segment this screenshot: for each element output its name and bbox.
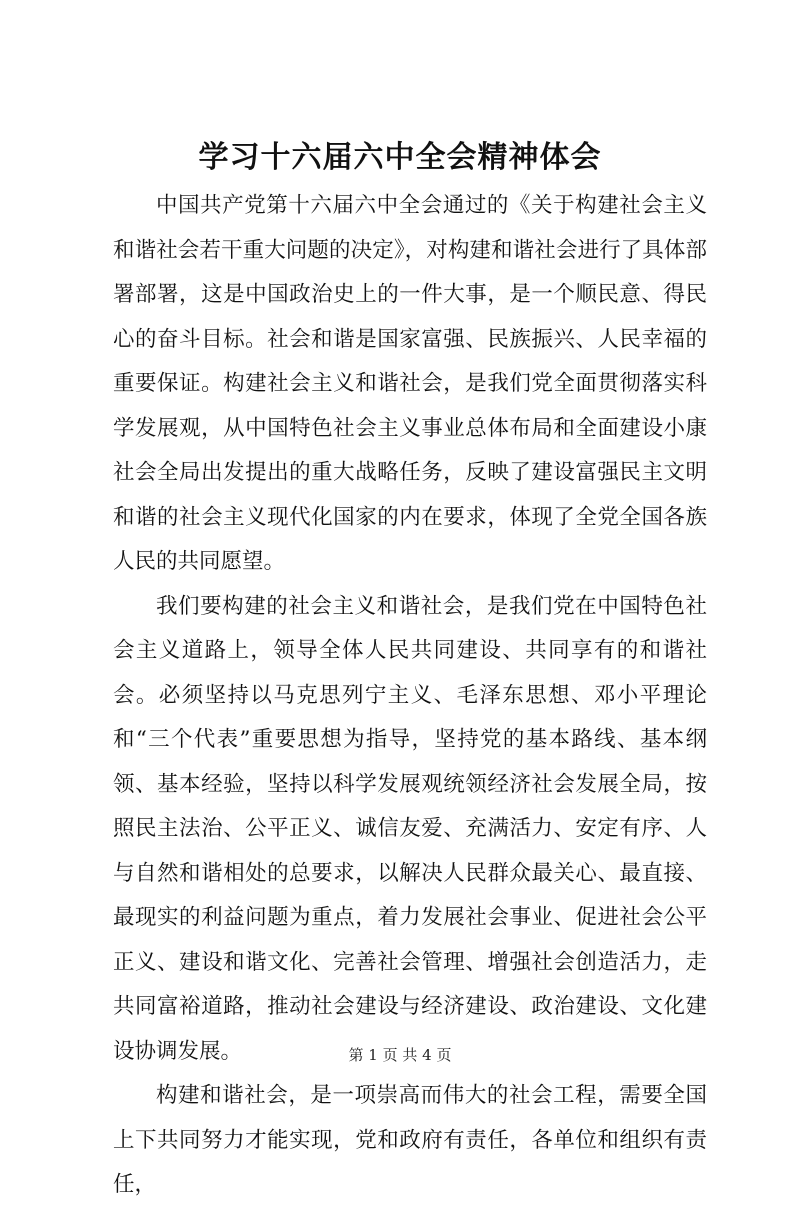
document-title: 学习十六届六中全会精神体会	[198, 140, 602, 175]
paragraph-3: 构建和谐社会，是一项崇高而伟大的社会工程，需要全国上下共同努力才能实现，党和政府有责任，各单位和组织有责任，	[113, 1083, 707, 1197]
paragraph-1: 中国共产党第十六届六中全会通过的《关于构建社会主义和谐社会若干重大问题的决定》，对构建和谐社会进行了具体部署部署，这是中国政治史上的一件大事，是一个顺民意、得民心的奋斗目标。社会和谐是国家富强、民族振兴、人民幸福的重要保证。构建社会主义和谐社会，是我们党全面贯彻落实科学发展观，从中国特色社会主义事业总体布局和全面建设小康社会全局出发提出的重大战略任务，反映了建设富强民主文明和谐的社会主义现代化国家的内在要求，体现了全党全国各族人民的共同愿望。	[113, 193, 707, 574]
paragraph-2: 我们要构建的社会主义和谐社会，是我们党在中国特色社会主义道路上，领导全体人民共同建设、共同享有的和谐社会。必须坚持以马克思列宁主义、毛泽东思想、邓小平理论和“三个代表”重要思想为指导，坚持党的基本路线、基本纲领、基本经验，坚持以科学发展观统领经济社会发展全局，按照民主法治、公平正义、诚信友爱、充满活力、安定有序、人与自然和谐相处的总要求，以解决人民群众最关心、最直接、最现实的利益问题为重点，着力发展社会事业、促进社会公平正义、建设和谐文化、完善社会管理、增强社会创造活力，走共同富裕道路，推动社会建设与经济建设、政治建设、文化建设协调发展。	[113, 593, 707, 1064]
page-footer: 第 1 页 共 4 页	[348, 1046, 452, 1064]
